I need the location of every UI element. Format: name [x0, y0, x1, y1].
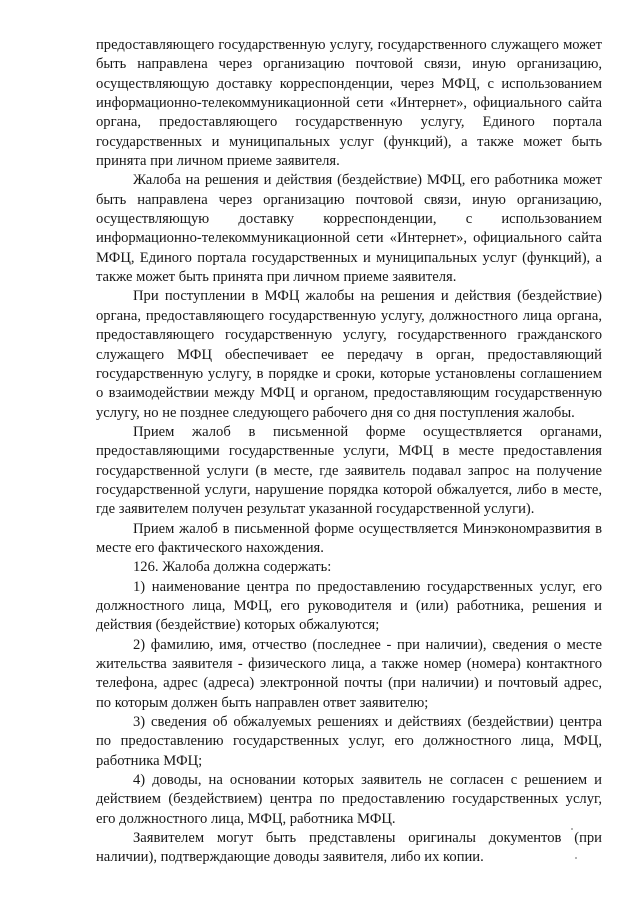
scan-speck — [571, 828, 573, 830]
clause-item-2: 2) фамилию, имя, отчество (последнее - при наличии), сведения о месте жительства заявителя - физического лица, а также номер (номера) контактного телефона, адрес (адреса) электронной почты (при наличии) и почтовый адрес, по которым должен быть направлен ответ заявителю; — [96, 636, 602, 711]
clause-item-3: 3) сведения об обжалуемых решениях и действиях (бездействии) центра по предоставлению государственных услуг, его должностного лица, МФЦ, работника МФЦ; — [96, 714, 602, 769]
paragraph-complaint-organ-channels: предоставляющего государственную услугу, государственного служащего может быть направлена через организацию почтовой связи, иную организацию, осуществляющую доставку корреспонденции, через МФЦ, с использованием информационно-телекоммуникационной сети «Интернет», официального сайта органа, предоставляющего государственную услугу, Единого портала государственных и муниципальных услуг (функций), а также может быть принята при личном приеме заявителя. — [96, 37, 602, 170]
scan-speck — [575, 857, 577, 859]
paragraph-mfc-forwarding: При поступлении в МФЦ жалобы на решения и действия (бездействие) органа, предоставляющего государственную услугу, должностного лица органа, предоставляющего государственную услугу, государственного гражданского служащего МФЦ обеспечивает ее передачу в орган, предоставляющий государственную услугу, в порядке и сроки, которые установлены соглашением о взаимодействии между МФЦ и органом, предоставляющим государственную услугу, но не позднее следующего рабочего дня со дня поступления жалобы. — [96, 288, 602, 421]
clause-126-heading: 126. Жалоба должна содержать: — [133, 559, 332, 576]
paragraph-complaint-mfc-channels: Жалоба на решения и действия (бездействие) МФЦ, его работника может быть направлена через организацию почтовой связи, иную организацию, осуществляющую доставку корреспонденции, с использованием информационно-телекоммуникационной сети «Интернет», официального сайта МФЦ, Единого портала государственных и муниципальных услуг (функций), а также может быть принята при личном приеме заявителя. — [96, 172, 602, 286]
clause-item-1: 1) наименование центра по предоставлению государственных услуг, его должностного лица, МФЦ, его руководителя и (или) работника, решения и действия (бездействие) которых обжалуются; — [96, 578, 602, 634]
paragraph-ministry-written-complaints: Прием жалоб в письменной форме осуществляется Минэкономразвития в месте его фактического нахождения. — [96, 520, 602, 556]
paragraph-written-complaints-place: Прием жалоб в письменной форме осуществляется органами, предоставляющими государственные услуги, МФЦ в месте предоставления государственной услуги (в месте, где заявитель подавал запрос на получение государственной услуги, нарушение порядка которой обжалуется, либо в месте, где заявителем получен результат указанной государственной услуги). — [96, 423, 602, 518]
clause-item-4: 4) доводы, на основании которых заявитель не согласен с решением и действием (бездействием) центра по предоставлению государственных услуг, его должностного лица, МФЦ, работника МФЦ. — [96, 772, 602, 827]
paragraph-supporting-documents: Заявителем могут быть представлены оригиналы документов (при наличии), подтверждающие доводы заявителя, либо их копии. — [96, 830, 602, 866]
document-body — [96, 36, 602, 868]
